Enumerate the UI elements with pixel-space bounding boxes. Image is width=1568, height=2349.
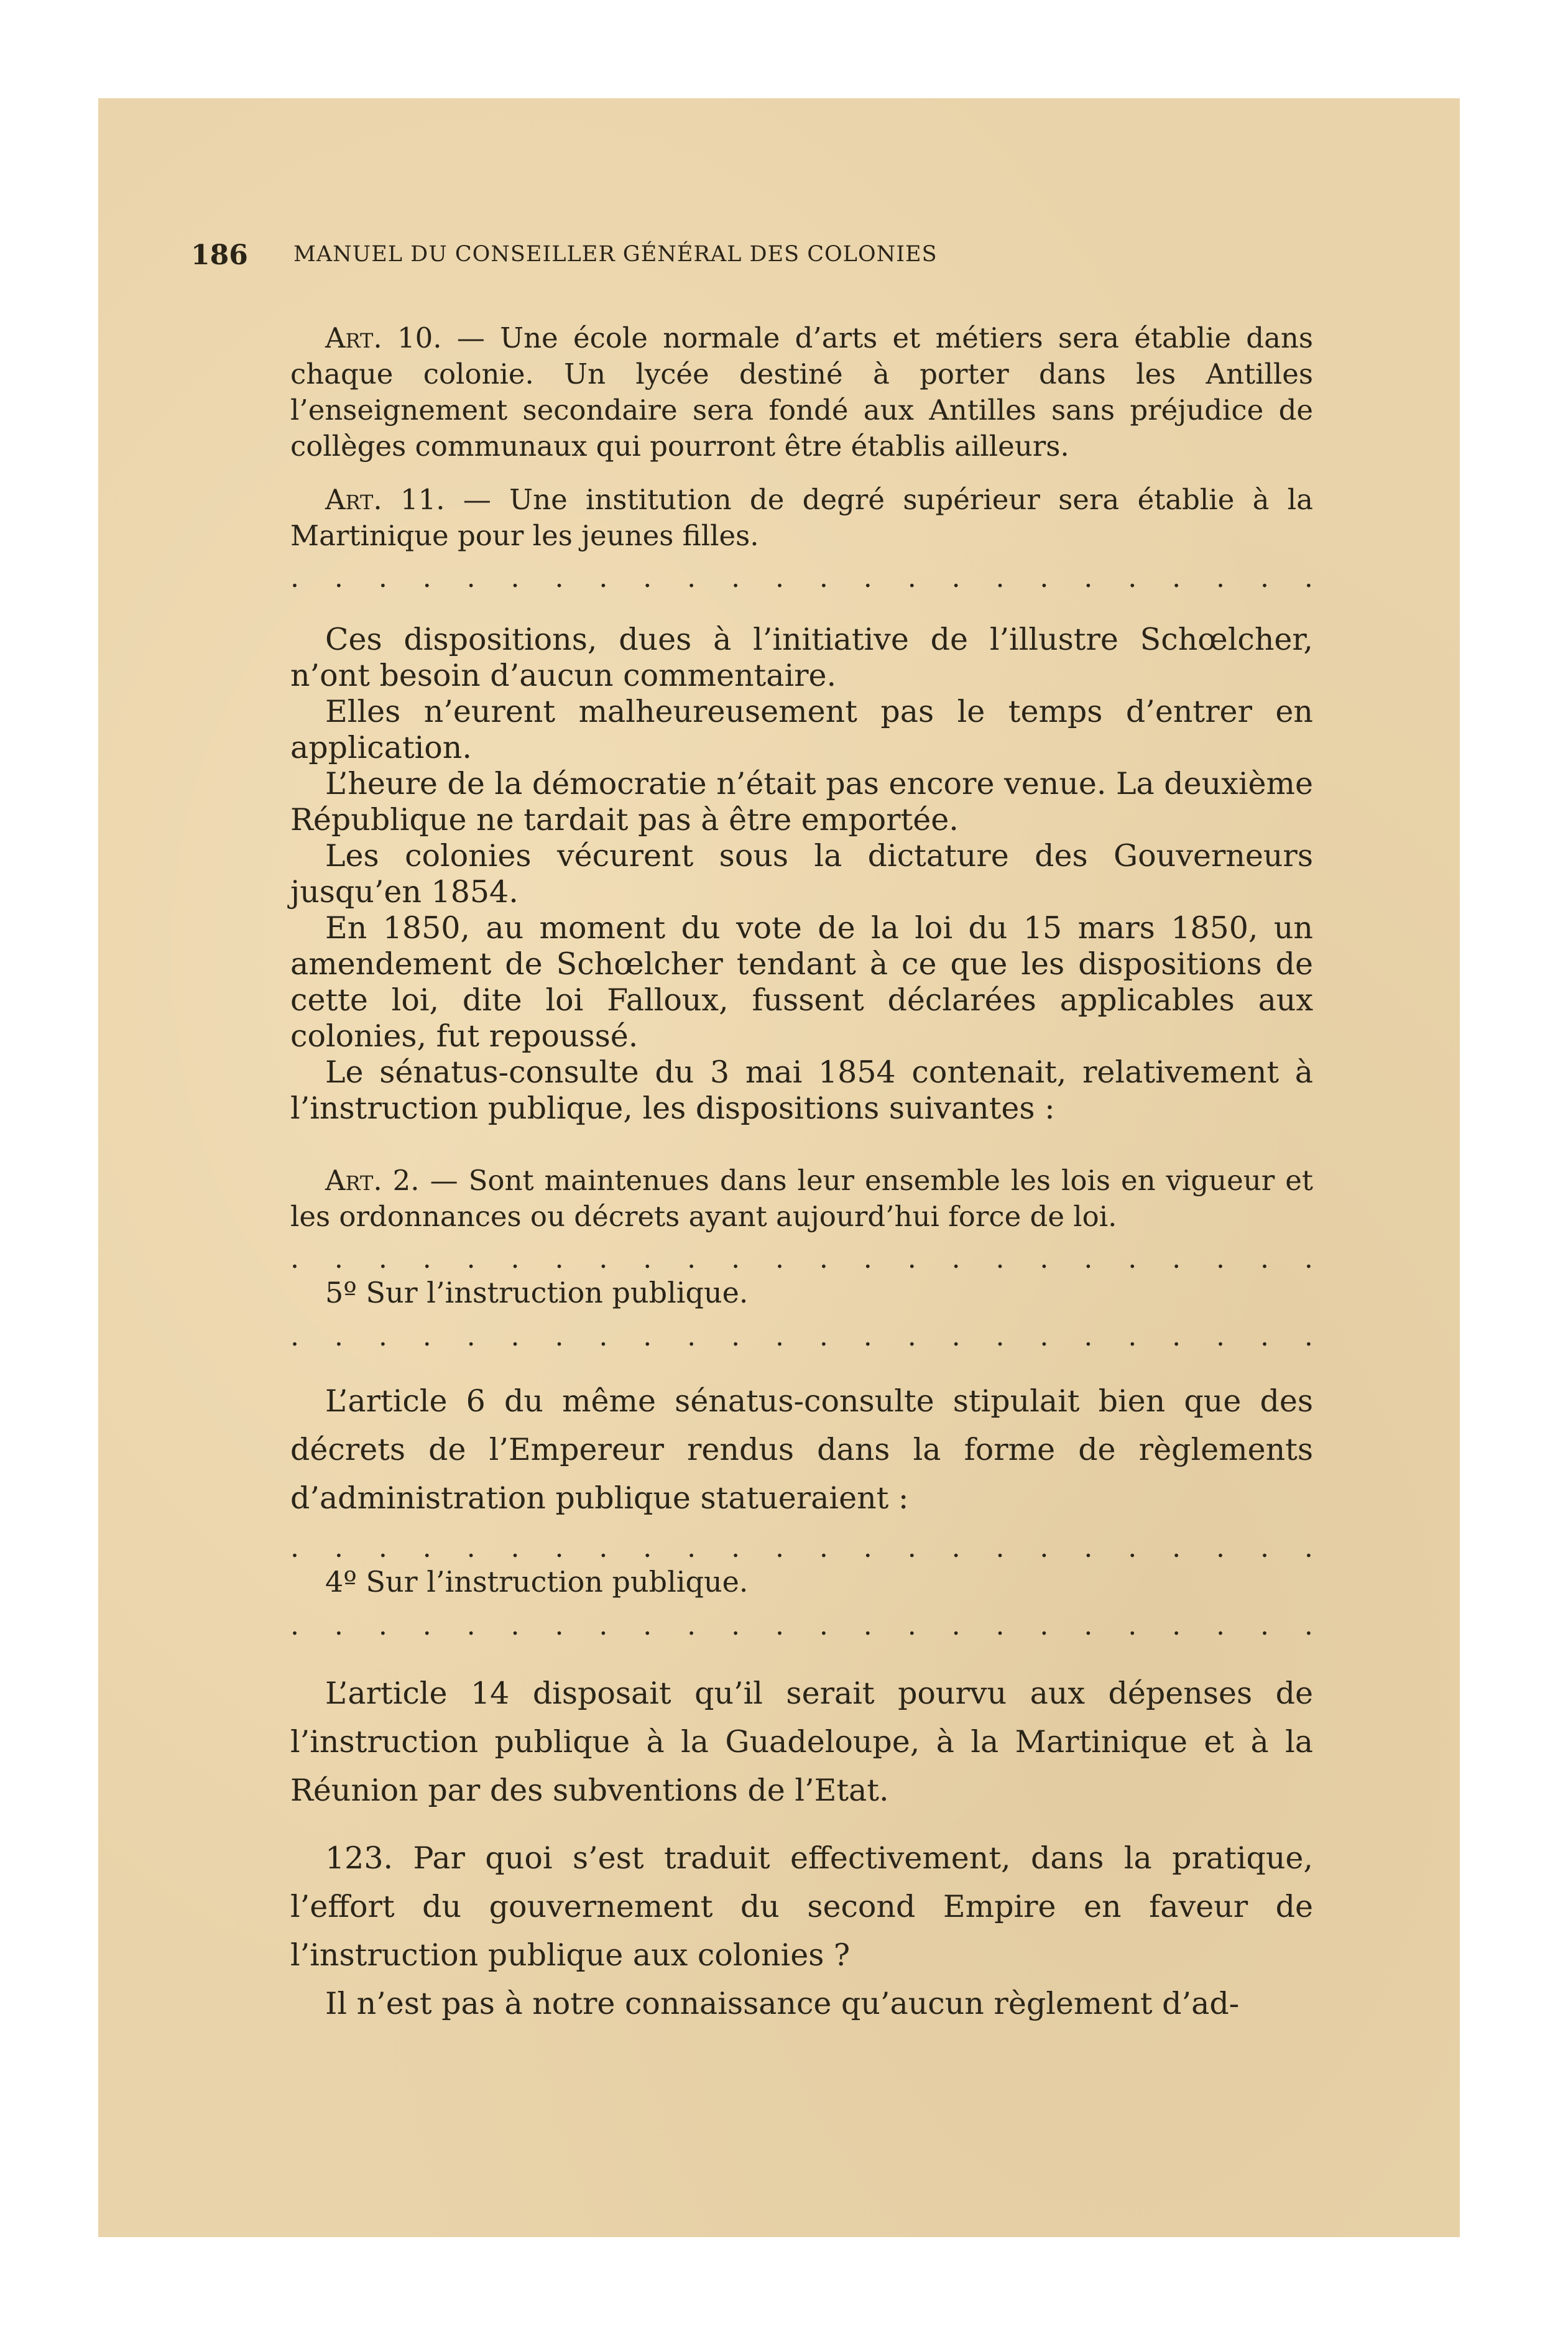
article-2 [290,1163,1313,1235]
paragraph: L’heure de la démocratie n’était pas encore venue. La deuxième République ne tardait pas à être emportée. [290,766,1313,838]
article-label: Art. 11. [325,483,445,516]
page-header [191,239,1298,283]
article-label: Art. 10. [325,321,442,354]
paragraph: En 1850, au moment du vote de la loi du 15 mars 1850, un amendement de Schœlcher tendant à ce que les dispositions de cette loi, dite loi Falloux, fussent déclarées applicables aux colonies, fut repoussé. [290,910,1313,1054]
ellipsis-row: . . . . . . . . . . . . . . . . . . . . . . . . [290,1532,1313,1564]
paragraph: Il n’est pas à notre connaissance qu’aucun règlement d’ad- [325,1986,1240,2021]
paragraph-art6 [290,1377,1313,1523]
paragraph: L’article 14 disposait qu’il serait pourvu aux dépenses de l’instruction publique à la Guadeloupe, à la Martinique et à la Réunion par des subventions de l’Etat. [290,1676,1313,1808]
commentary-block [290,622,1313,1127]
paragraph: Elles n’eurent malheureusement pas le temps d’entrer en application. [290,694,1313,765]
article-10 [290,320,1313,464]
paragraph: 123. Par quoi s’est traduit effectivement, dans la pratique, l’effort du gouvernement du second Empire en faveur de l’instruction publique aux colonies ? [290,1840,1313,1973]
ellipsis-row: . . . . . . . . . . . . . . . . . . . . . . . . [290,1243,1313,1275]
article-text: — Une école normale d’arts et métiers sera établie dans chaque colonie. Un lycée destiné à porter dans les Antilles l’enseignement secondaire sera fondé aux Antilles sans préjudice de collèges communaux qui pourront être établis ailleurs. [290,321,1314,463]
question-123 [290,1834,1313,2028]
list-item: 5º Sur l’instruction publique. [325,1276,749,1309]
article-text: — Une institution de degré supérieur sera établie à la Martinique pour les jeunes filles. [290,483,1313,552]
ellipsis-row: . . . . . . . . . . . . . . . . . . . . . . . . [290,1610,1313,1641]
paragraph: Le sénatus-consulte du 3 mai 1854 contenait, relativement à l’instruction publique, les dispositions suivantes : [290,1055,1313,1126]
article-11 [290,482,1313,554]
page-number: 186 [191,239,248,271]
paragraph: L’article 6 du même sénatus-consulte stipulait bien que des décrets de l’Empereur rendus dans la forme de règlements d’administration publique statueraient : [290,1383,1313,1516]
running-head: MANUEL DU CONSEILLER GÉNÉRAL DES COLONIES [293,242,938,267]
article-text: — Sont maintenues dans leur ensemble les lois en vigueur et les ordonnances ou décrets ayant aujourd’hui force de loi. [290,1164,1313,1233]
list-item: 4º Sur l’instruction publique. [325,1565,749,1599]
article-label: Art. 2. [325,1164,420,1197]
paragraph-art14 [290,1669,1313,1815]
paragraph: Ces dispositions, dues à l’initiative de l’illustre Schœlcher, n’ont besoin d’aucun commentaire. [290,622,1313,693]
paragraph: Les colonies vécurent sous la dictature des Gouverneurs jusqu’en 1854. [290,838,1313,910]
ellipsis-row: . . . . . . . . . . . . . . . . . . . . . . . . [290,1321,1313,1352]
ellipsis-row: . . . . . . . . . . . . . . . . . . . . . . . . [290,562,1313,594]
